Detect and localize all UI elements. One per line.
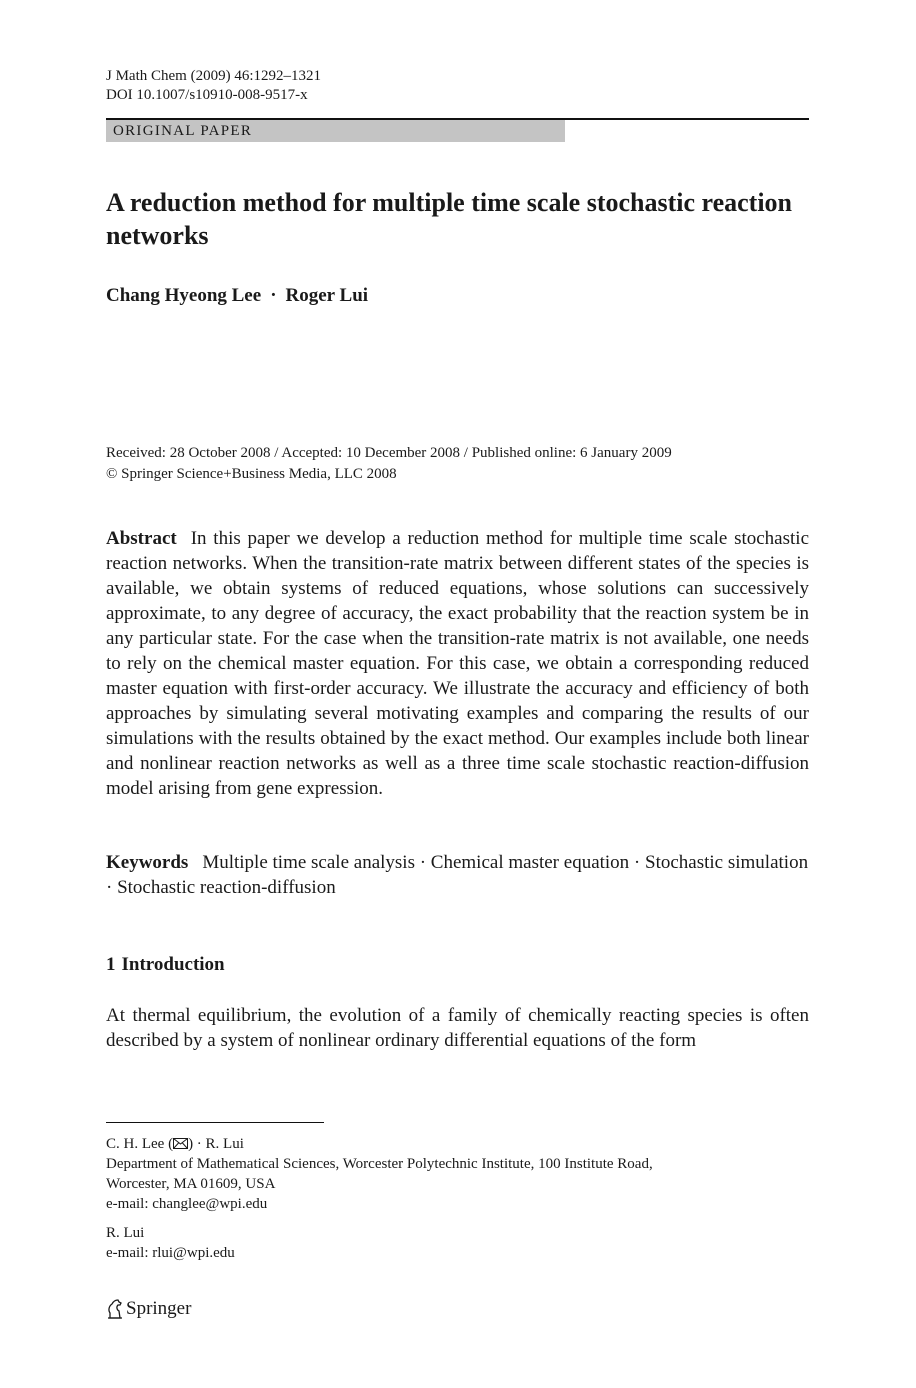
journal-doi: DOI 10.1007/s10910-008-9517-x [106,87,308,103]
abstract-label: Abstract [106,528,177,549]
springer-horse-icon [106,1298,124,1320]
footnote-affiliation [106,1134,809,1214]
journal-citation: J Math Chem (2009) 46:1292–1321 [106,68,321,84]
author-email: e-mail: changlee@wpi.edu [106,1196,268,1212]
envelope-icon [173,1138,188,1149]
section-number: 1 [106,954,116,975]
author-name: Roger Lui [285,285,369,306]
author-list [106,285,368,307]
affiliation-line: Worcester, MA 01609, USA [106,1176,276,1192]
publisher-logo [106,1298,191,1320]
footnote-second-author [106,1223,809,1263]
publication-history: Received: 28 October 2008 / Accepted: 10 December 2008 / Published online: 6 January 2009 [106,445,672,461]
article-type-banner: ORIGINAL PAPER [106,120,565,142]
intro-paragraph: At thermal equilibrium, the evolution of a family of chemically reacting species is often described by a system of nonlinear ordinary differential equations of the form [106,1005,809,1051]
author-email: e-mail: rlui@wpi.edu [106,1245,235,1261]
copyright-notice: © Springer Science+Business Media, LLC 2008 [106,466,397,482]
corresponding-author-line: C. H. Lee ( ) · R. Lui [106,1136,244,1152]
publication-dates [106,443,809,485]
author-name: Chang Hyeong Lee [106,285,262,306]
author-separator: · [270,285,277,306]
journal-header [106,67,321,105]
paper-title: A reduction method for multiple time scale stochastic reaction networks [106,188,793,250]
abstract [106,526,809,801]
keywords-text: Multiple time scale analysis · Chemical master equation · Stochastic simulation · Stochastic reaction-diffusion [106,852,809,898]
publisher-name: Springer [126,1298,192,1319]
footnote-rule [106,1122,324,1123]
author-name-footnote: R. Lui [106,1225,145,1241]
abstract-text: In this paper we develop a reduction method for multiple time scale stochastic reaction networks. When the transition-rate matrix between different states of the species is available, we obtain systems of reduced equations, whose solutions can successively approximate, to any degree of accuracy, the exact probability that the reaction system be in any particular state. For the case when the transition-rate matrix is not available, one needs to rely on the chemical master equation. For this case, we obtain a corresponding reduced master equation with first-order accuracy. We illustrate the accuracy and efficiency of both approaches by simulating several motivating examples and comparing the results of our simulations with the results obtained by the exact method. Our examples include both linear and nonlinear reaction networks as well as a three time scale stochastic reaction-diffusion model arising from gene expression. [106,528,809,799]
keywords [106,850,809,900]
section-heading [106,954,225,976]
affiliation-line: Department of Mathematical Sciences, Worcester Polytechnic Institute, 100 Institute Road, [106,1156,653,1172]
keywords-label: Keywords [106,852,189,873]
section-title: Introduction [121,954,225,975]
